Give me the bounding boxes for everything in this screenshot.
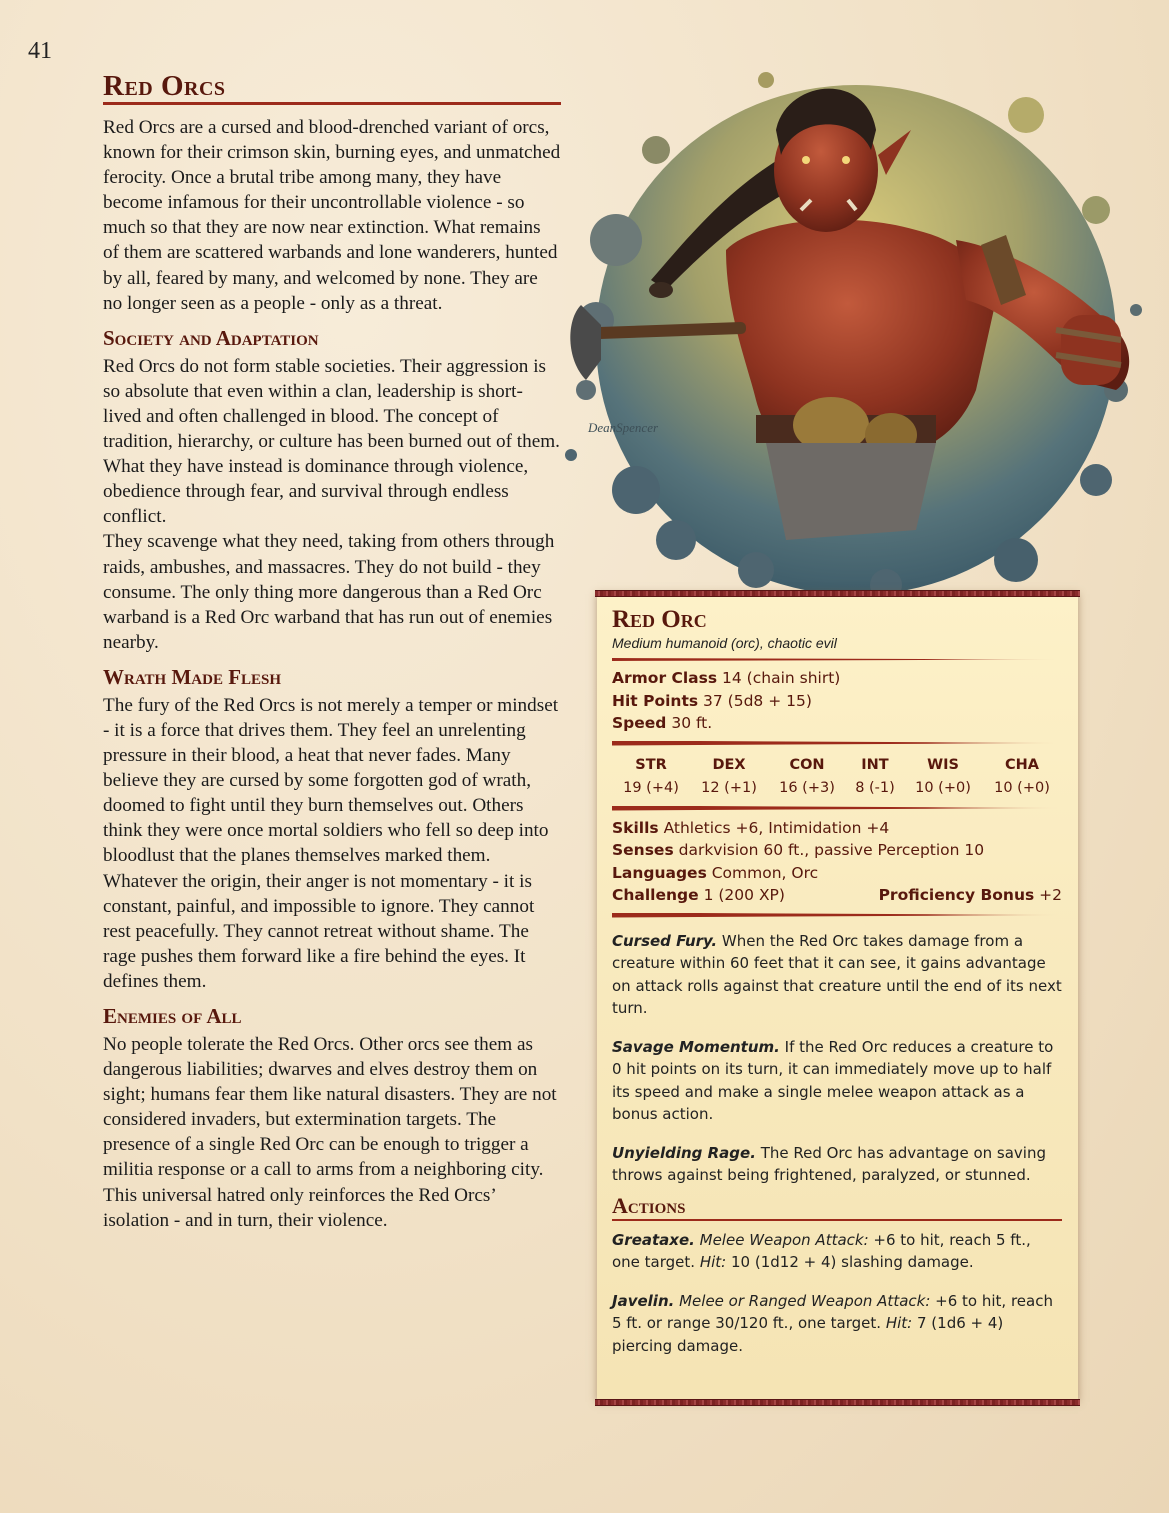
action-name: Greataxe. bbox=[612, 1230, 695, 1249]
action-text: +6 to hit, reach 5 ft. or range 30/120 ft., one target. bbox=[612, 1291, 1053, 1332]
subheading-enemies: Enemies of All bbox=[103, 1004, 242, 1028]
statblock-top-border bbox=[595, 590, 1080, 597]
hit-points-value: 37 (5d8 + 15) bbox=[703, 691, 812, 710]
ability-score: 19 (+4) bbox=[623, 779, 679, 796]
armor-class-label: Armor Class bbox=[612, 669, 718, 687]
paragraph: Red Orcs do not form stable societies. Their aggression is so absolute that even within a clan, leadership is short-lived and often challenged in blood. The concept of tradition, hierarchy, or culture has been burned out of them. What they have instead is dominance through violence, obedience through fear, and survival through endless conflict. bbox=[103, 355, 560, 528]
divider bbox=[612, 658, 1062, 661]
subheading-wrath: Wrath Made Flesh bbox=[103, 664, 282, 689]
armor-class bbox=[612, 667, 1062, 690]
actions-heading: Actions bbox=[612, 1193, 1062, 1221]
ability-name: DEX bbox=[712, 756, 746, 773]
action-hit: 10 (1d12 + 4) slashing damage. bbox=[731, 1253, 974, 1271]
action-text: +6 to hit, reach 5 ft., one target. bbox=[612, 1230, 1031, 1271]
trait-name: Cursed Fury. bbox=[612, 931, 718, 950]
paragraph: This universal hatred only reinforces the Red Orcs’ isolation - and in turn, their violence. bbox=[103, 1184, 496, 1231]
proficiency-label: Proficiency Bonus bbox=[878, 886, 1035, 904]
statblock-bottom-border bbox=[595, 1399, 1080, 1406]
trait-name: Savage Momentum. bbox=[612, 1037, 780, 1056]
senses bbox=[612, 839, 1062, 862]
action-attack-type: Melee or Ranged Weapon Attack: bbox=[679, 1291, 931, 1310]
ability-name: WIS bbox=[927, 756, 959, 773]
ability-name: CON bbox=[789, 756, 825, 773]
ability-name: STR bbox=[635, 756, 667, 773]
hit-points bbox=[612, 690, 1062, 713]
paragraph: They scavenge what they need, taking from others through raids, ambushes, and massacres. They do not build - they consume. The only thing more dangerous than a Red Orc warband is a Red Orc warband that has run out of enemies nearby. bbox=[103, 531, 555, 653]
action-hit-label: Hit: bbox=[699, 1253, 727, 1271]
action-hit-label: Hit: bbox=[885, 1314, 913, 1332]
ability-score: 12 (+1) bbox=[701, 779, 757, 796]
ability-name: INT bbox=[861, 756, 889, 773]
paragraph: No people tolerate the Red Orcs. Other orcs see them as dangerous liabilities; dwarves and elves destroy them on sight; humans fear them like natural disasters. They are not considered invaders, but extermination targets. The presence of a single Red Orc can be enough to trigger a militia response or a call to arms from a neighboring city. bbox=[103, 1034, 557, 1181]
skills bbox=[612, 817, 1062, 840]
ability-score: 10 (+0) bbox=[915, 779, 971, 796]
languages-label: Languages bbox=[612, 863, 707, 882]
creature-name: Red Orc bbox=[612, 606, 707, 633]
section-title: Red Orcs bbox=[103, 70, 561, 105]
artist-signature: DeanSpencer bbox=[588, 420, 659, 435]
action-hit: 7 (1d6 + 4) piercing damage. bbox=[612, 1314, 1004, 1355]
trait-unyielding-rage bbox=[612, 1142, 1062, 1187]
challenge-row bbox=[612, 884, 1062, 907]
stat-block bbox=[597, 594, 1078, 1402]
divider bbox=[612, 913, 1062, 918]
senses-label: Senses bbox=[612, 841, 674, 859]
creature-type: Medium humanoid (orc), chaotic evil bbox=[612, 635, 837, 651]
proficiency-bonus bbox=[879, 884, 1062, 907]
skills-value: Athletics +6, Intimidation +4 bbox=[663, 818, 890, 837]
proficiency-value: +2 bbox=[1039, 886, 1062, 904]
ability-name: CHA bbox=[1005, 756, 1039, 773]
trait-text: When the Red Orc takes damage from a creature within 60 feet that it can see, it gains advantage on attack rolls against that creature until the end of its next turn. bbox=[612, 931, 1062, 1017]
action-attack-type: Melee Weapon Attack: bbox=[699, 1230, 869, 1249]
action-name: Javelin. bbox=[612, 1291, 675, 1310]
languages bbox=[612, 862, 1062, 885]
trait-savage-momentum bbox=[612, 1036, 1062, 1126]
page-number: 41 bbox=[28, 38, 52, 64]
languages-value: Common, Orc bbox=[711, 863, 819, 882]
divider bbox=[612, 806, 1062, 811]
trait-name: Unyielding Rage. bbox=[612, 1143, 756, 1162]
skills-label: Skills bbox=[612, 818, 659, 837]
challenge-value: 1 (200 XP) bbox=[703, 886, 785, 904]
lore-column bbox=[103, 70, 561, 1233]
paragraph: The fury of the Red Orcs is not merely a temper or mindset - it is a force that drives them. They feel an unrelenting pressure in their blood, a heat that never fades. Many believe they are cursed by some forgotten god of wrath, doomed to fight until they burn themselves out. Others think they were once mortal soldiers who fell so deep into bloodlust that the planes themselves marked them. bbox=[103, 694, 559, 867]
trait-cursed-fury bbox=[612, 930, 1062, 1020]
trait-text: If the Red Orc reduces a creature to 0 hit points on its turn, it can immediately move up to half its speed and make a single melee weapon attack as a bonus action. bbox=[612, 1037, 1054, 1123]
paragraph: Whatever the origin, their anger is not momentary - it is constant, painful, and impossible to ignore. They cannot rest peacefully. They cannot retreat without shame. The rage pushes them forward like a fire behind the eyes. It defines them. bbox=[103, 870, 535, 992]
hit-points-label: Hit Points bbox=[612, 691, 699, 710]
subheading-society: Society and Adaptation bbox=[103, 325, 319, 350]
red-orc-illustration bbox=[556, 60, 1146, 600]
speed-value: 30 ft. bbox=[671, 714, 713, 732]
speed-label: Speed bbox=[612, 714, 667, 732]
speed bbox=[612, 712, 1062, 735]
ability-score: 8 (-1) bbox=[855, 779, 895, 796]
ability-score: 16 (+3) bbox=[779, 779, 835, 796]
challenge-label: Challenge bbox=[612, 886, 699, 904]
ability-score: 10 (+0) bbox=[994, 779, 1050, 796]
challenge bbox=[612, 884, 785, 907]
trait-text: The Red Orc has advantage on saving throws against being frightened, paralyzed, or stunned. bbox=[612, 1143, 1046, 1184]
senses-value: darkvision 60 ft., passive Perception 10 bbox=[678, 841, 985, 859]
action-greataxe bbox=[612, 1229, 1062, 1274]
action-javelin bbox=[612, 1290, 1062, 1358]
armor-class-value: 14 (chain shirt) bbox=[722, 669, 841, 687]
ability-scores bbox=[612, 754, 1062, 800]
divider bbox=[612, 741, 1062, 746]
intro-paragraph: Red Orcs are a cursed and blood-drenched variant of orcs, known for their crimson skin, burning eyes, and unmatched ferocity. Once a brutal tribe among many, they have become infamous for their uncontrollable violence - so much so that they are now near extinction. What remains of them are scattered warbands and lone wanderers, hunted by all, feared by many, and welcomed by none. They are no longer seen as a people - only as a threat. bbox=[103, 117, 561, 314]
